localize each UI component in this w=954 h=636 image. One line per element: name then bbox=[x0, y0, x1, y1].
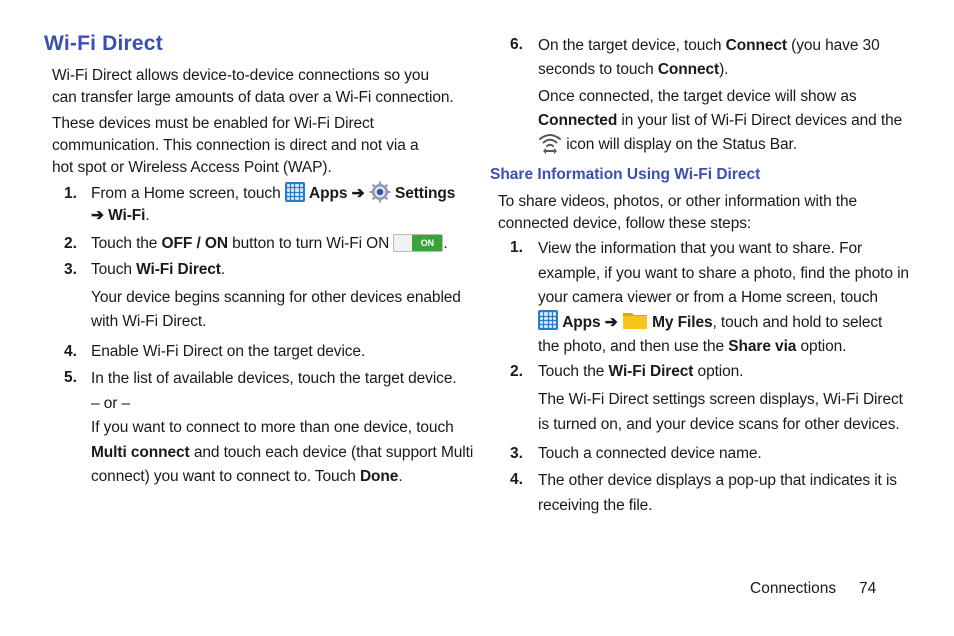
footer-page-number: 74 bbox=[859, 580, 877, 597]
intro2-line2: communication. This connection is direct and not via a bbox=[52, 137, 419, 154]
step1-settings-label: Settings bbox=[394, 185, 456, 203]
step3-text: Touch Wi-Fi Direct. bbox=[91, 261, 226, 278]
step5-text: In the list of available devices, touch the target device. – or – If you want to connect to more than one device, touch Multi connect and touch each device (that support Multi connect) you want to connect to. Touch Done. bbox=[91, 370, 474, 485]
intro-paragraph-2 bbox=[52, 113, 419, 179]
share-via-label: Share via bbox=[728, 338, 797, 355]
step4-number: 4. bbox=[64, 343, 77, 360]
step6-text: On the target device, touch Connect (you have 30 seconds to touch Connect). bbox=[538, 37, 880, 78]
multi-connect-label: Multi connect bbox=[91, 443, 190, 461]
apps-icon bbox=[538, 310, 558, 330]
my-files-label: My Files bbox=[652, 313, 713, 331]
toggle-on-label: ON bbox=[412, 235, 442, 251]
step3-number: 3. bbox=[64, 261, 77, 278]
intro2-line1: These devices must be enabled for Wi-Fi Direct bbox=[52, 115, 374, 132]
share-step3-number: 3. bbox=[510, 445, 523, 462]
my-files-folder-icon bbox=[622, 310, 648, 330]
share-wifi-direct-label: Wi-Fi Direct bbox=[608, 363, 694, 380]
step2-off-on-label: OFF / ON bbox=[161, 235, 228, 252]
share-step4-number: 4. bbox=[510, 471, 523, 488]
share-step3-text: Touch a connected device name. bbox=[538, 445, 762, 462]
step3-note: Your device begins scanning for other devices enabled with Wi-Fi Direct. bbox=[91, 289, 461, 330]
wifi-direct-icon bbox=[538, 132, 562, 154]
connect-label-2: Connect bbox=[657, 61, 720, 78]
share-step2-note: The Wi-Fi Direct settings screen displays, Wi-Fi Direct is turned on, and your device scans for other devices. bbox=[538, 391, 903, 433]
share-step1-text: View the information that you want to share. For example, if you want to share a photo, find the photo in your camera viewer or from a Home screen, touch Apps ➔ My Files, touch and hold to select the photo, and then use the Share via option. bbox=[538, 240, 909, 355]
intro2-line3: hot spot or Wireless Access Point (WAP). bbox=[52, 159, 332, 176]
step2-text: Touch the OFF / ON button to turn Wi-Fi ON ON . bbox=[91, 235, 448, 252]
share-step4-text: The other device displays a pop-up that indicates it is receiving the file. bbox=[538, 472, 897, 514]
settings-gear-icon bbox=[369, 181, 391, 203]
apps-icon bbox=[285, 182, 305, 202]
step1-apps-label: Apps bbox=[309, 185, 348, 203]
intro-paragraph-1 bbox=[52, 65, 454, 109]
step3-wifi-direct-label: Wi-Fi Direct bbox=[136, 261, 221, 278]
step6-number: 6. bbox=[510, 36, 523, 53]
step6-note: Once connected, the target device will show as Connected in your list of Wi-Fi Direct devices and the icon will display on the Status Bar. bbox=[538, 88, 903, 153]
step1-pre: From a Home screen, touch bbox=[91, 185, 281, 203]
step4-text: Enable Wi-Fi Direct on the target device. bbox=[91, 343, 366, 360]
step2-number: 2. bbox=[64, 235, 77, 252]
connected-label: Connected bbox=[538, 112, 618, 129]
done-label: Done bbox=[359, 468, 399, 485]
arrow-icon: ➔ bbox=[91, 207, 104, 225]
step1-text: From a Home screen, touch Apps ➔ Settings ➔ Wi-Fi. bbox=[91, 183, 455, 227]
arrow-icon: ➔ bbox=[351, 185, 365, 203]
section-subheading: Share Information Using Wi-Fi Direct bbox=[490, 166, 761, 183]
intro1-line2: can transfer large amounts of data over a Wi-Fi connection. bbox=[52, 89, 454, 106]
page-title: Wi-Fi Direct bbox=[44, 32, 163, 55]
share-intro: To share videos, photos, or other information with the connected device, follow these steps: bbox=[498, 193, 858, 232]
step5-number: 5. bbox=[64, 369, 77, 386]
or-separator: – or – bbox=[91, 394, 131, 412]
share-step2-text: Touch the Wi-Fi Direct option. bbox=[538, 363, 744, 380]
footer-section-name: Connections bbox=[750, 580, 837, 597]
step1-number: 1. bbox=[64, 185, 77, 202]
intro1-line1: Wi-Fi Direct allows device-to-device connections so you bbox=[52, 67, 429, 84]
share-apps-label: Apps bbox=[562, 313, 601, 331]
connect-label: Connect bbox=[725, 37, 787, 54]
toggle-switch bbox=[393, 234, 443, 252]
share-step2-number: 2. bbox=[510, 363, 523, 380]
arrow-icon: ➔ bbox=[604, 313, 618, 331]
step1-wifi-label: Wi-Fi bbox=[108, 207, 146, 225]
share-step1-number: 1. bbox=[510, 239, 523, 256]
